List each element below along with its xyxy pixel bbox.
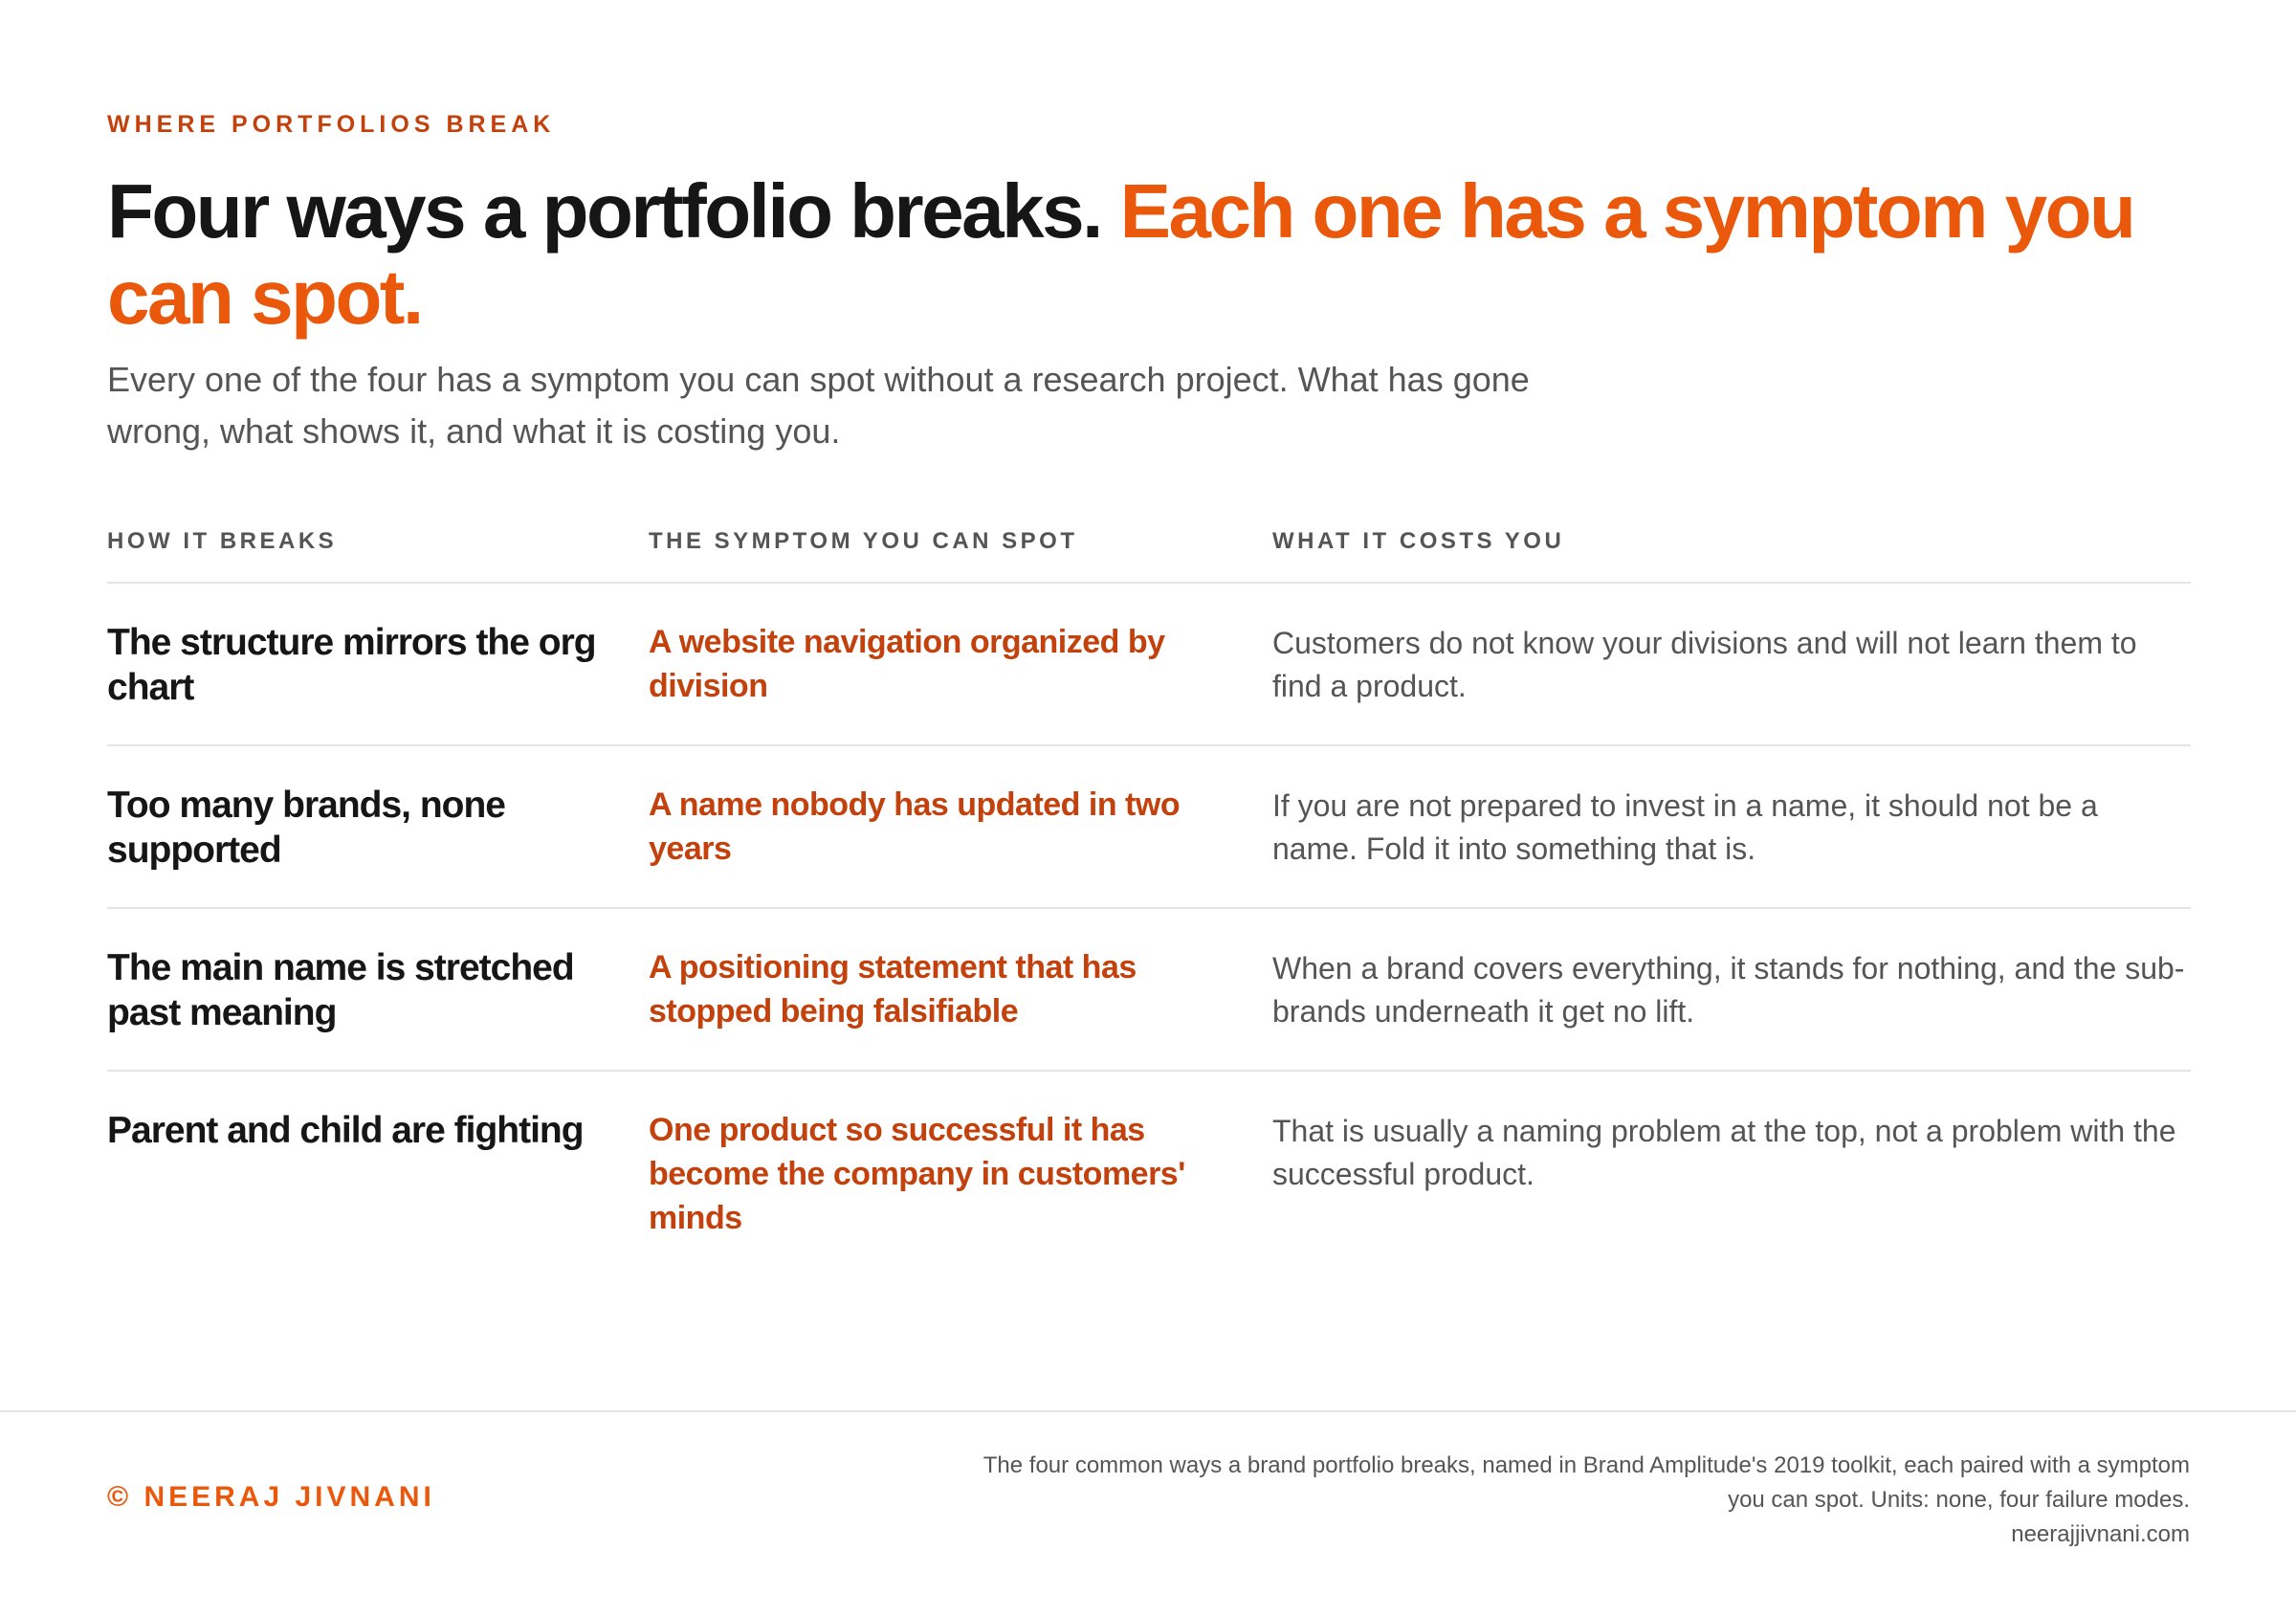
table-row — [107, 746, 2191, 909]
row-symptom: A name nobody has updated in two years — [649, 786, 1181, 867]
source-note — [850, 1449, 2190, 1552]
copyright-label: © NEERAJ JIVNANI — [107, 1481, 435, 1513]
column-header-how: HOW IT BREAKS — [107, 528, 338, 554]
row-symptom: A positioning statement that has stopped being falsifiable — [649, 949, 1137, 1030]
website-link[interactable]: neerajjivnani.com — [2011, 1521, 2190, 1547]
source-line: you can spot. Units: none, four failure modes. — [1728, 1487, 2190, 1513]
row-how: The structure mirrors the org chart — [107, 622, 596, 708]
table-row — [107, 909, 2191, 1072]
row-cost: When a brand covers everything, it stands for nothing, and the sub-brands underneath it get no lift. — [1272, 951, 2185, 1029]
headline-main: Four ways a portfolio breaks. — [107, 168, 1101, 254]
table-row — [107, 1072, 2191, 1263]
eyebrow-label: WHERE PORTFOLIOS BREAK — [107, 111, 556, 138]
page-title — [107, 168, 2191, 341]
footer-divider — [0, 1410, 2296, 1412]
table-header — [107, 517, 2191, 584]
table-row — [107, 584, 2191, 746]
column-header-symptom: THE SYMPTOM YOU CAN SPOT — [649, 528, 1078, 554]
row-how: Too many brands, none supported — [107, 785, 505, 871]
row-how: The main name is stretched past meaning — [107, 947, 574, 1033]
page-subtitle: Every one of the four has a symptom you can spot without a research project. What has gone wrong, what shows it, and what it is costing you. — [107, 360, 1530, 451]
portfolio-breaks-table — [107, 517, 2191, 1263]
row-symptom: One product so successful it has become the company in customers' minds — [649, 1112, 1185, 1236]
row-cost: Customers do not know your divisions and will not learn them to find a product. — [1272, 626, 2137, 703]
row-cost: If you are not prepared to invest in a name, it should not be a name. Fold it into something that is. — [1272, 788, 2098, 866]
column-header-cost: WHAT IT COSTS YOU — [1272, 528, 1565, 554]
headline-accent: Each one has a symptom you can spot. — [107, 168, 2134, 340]
row-symptom: A website navigation organized by division — [649, 624, 1165, 704]
source-line: The four common ways a brand portfolio breaks, named in Brand Amplitude's 2019 toolkit, each paired with a symptom — [982, 1452, 2190, 1478]
row-cost: That is usually a naming problem at the top, not a problem with the successful product. — [1272, 1114, 2176, 1191]
row-how: Parent and child are fighting — [107, 1110, 584, 1151]
